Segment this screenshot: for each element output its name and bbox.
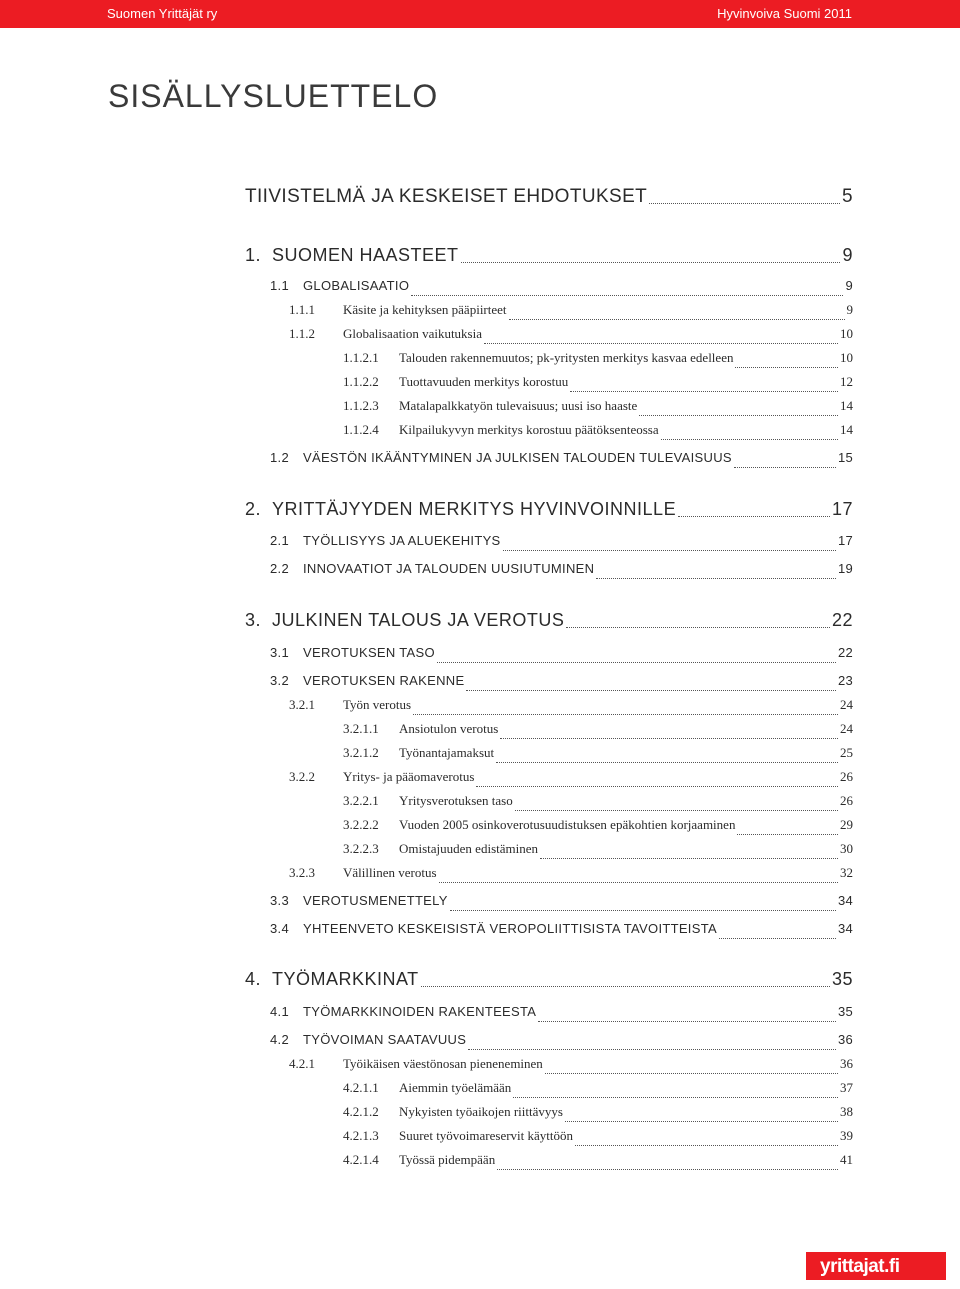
leader-dots	[437, 662, 836, 663]
leader-dots	[466, 690, 836, 691]
toc-entry-number: 3.2.2.3	[343, 841, 379, 856]
toc-entry-title: TYÖLLISYYS JA ALUEKEHITYS	[303, 533, 501, 548]
toc-entry-number: 3.2.1	[289, 697, 315, 712]
leader-dots	[484, 343, 838, 344]
toc-entry-title: Tuottavuuden merkitys korostuu	[399, 374, 569, 389]
toc-entry-number: 3.2.1.1	[343, 721, 379, 736]
toc-entry[interactable]	[270, 533, 853, 555]
toc-entry-title: Välillinen verotus	[343, 865, 437, 880]
toc-entry-title: SUOMEN HAASTEET	[272, 245, 459, 265]
toc-entry-title: YRITTÄJYYDEN MERKITYS HYVINVOINNILLE	[272, 499, 677, 519]
toc-entry-number: 4.2.1.2	[343, 1104, 379, 1119]
toc-entry-page: 39	[840, 1128, 853, 1143]
leader-dots	[545, 1073, 838, 1074]
logo-text-art	[806, 1252, 946, 1280]
toc-entry-page: 17	[837, 533, 853, 548]
toc-entry-page: 36	[837, 1032, 853, 1047]
toc-entry[interactable]	[245, 186, 853, 208]
toc-entry-page: 34	[837, 921, 853, 936]
toc-entry-number: 1.1	[270, 278, 289, 293]
leader-dots	[538, 1021, 836, 1022]
toc-entry[interactable]	[343, 721, 853, 743]
toc-entry[interactable]	[270, 645, 853, 667]
leader-dots	[476, 786, 838, 787]
toc-entry-page: 14	[840, 422, 853, 437]
toc-entry-page: 15	[837, 450, 853, 465]
toc-entry-number: 3.	[245, 610, 262, 630]
toc-entry-title: GLOBALISAATIO	[303, 278, 410, 293]
toc-entry[interactable]	[343, 1128, 853, 1150]
toc-entry-page: 22	[837, 645, 853, 660]
toc-entry-title: Vuoden 2005 osinkoverotusuudistuksen epäkohtien korjaaminen	[399, 817, 736, 832]
toc-entry-title: Työn verotus	[343, 697, 412, 712]
toc-entry-number: 2.2	[270, 561, 289, 576]
toc-entry-number: 1.2	[270, 450, 289, 465]
toc-entry-number: 1.1.2.4	[343, 422, 379, 437]
toc-entry-number: 4.2.1	[289, 1056, 315, 1071]
toc-entry[interactable]	[270, 450, 853, 472]
leader-dots	[461, 262, 841, 263]
toc-entry[interactable]	[289, 326, 853, 348]
toc-entry[interactable]	[343, 793, 853, 815]
toc-entry[interactable]	[343, 1104, 853, 1126]
toc-entry[interactable]	[245, 969, 853, 991]
toc-entry-page: 26	[840, 769, 853, 784]
toc-entry-page: 9	[845, 278, 853, 293]
toc-entry-number: 4.1	[270, 1004, 289, 1019]
toc-entry-page: 29	[840, 817, 853, 832]
leader-dots	[678, 516, 830, 517]
toc-entry-title: Työssä pidempään	[399, 1152, 496, 1167]
leader-dots	[661, 439, 838, 440]
toc-entry[interactable]	[289, 302, 853, 324]
toc-entry[interactable]	[289, 697, 853, 719]
toc-entry[interactable]	[270, 1004, 853, 1026]
toc-entry-number: 3.4	[270, 921, 289, 936]
toc-entry-title: TYÖMARKKINAT	[272, 969, 419, 989]
toc-entry-page: 36	[840, 1056, 853, 1071]
toc-entry-number: 1.1.2.3	[343, 398, 379, 413]
toc-entry-page: 10	[840, 326, 853, 341]
toc-entry-page: 32	[840, 865, 853, 880]
toc-entry[interactable]	[343, 1152, 853, 1174]
toc-entry-number: 3.2.3	[289, 865, 315, 880]
toc-entry[interactable]	[343, 817, 853, 839]
leader-dots	[421, 986, 830, 987]
toc-entry[interactable]	[270, 1032, 853, 1054]
toc-entry-number: 3.2.2.1	[343, 793, 379, 808]
toc-entry-number: 3.2.2.2	[343, 817, 379, 832]
leader-dots	[439, 882, 838, 883]
leader-dots	[575, 1145, 838, 1146]
leader-dots	[411, 295, 843, 296]
leader-dots	[540, 858, 838, 859]
toc-entry-title: Nykyisten työaikojen riittävyys	[399, 1104, 563, 1119]
toc-entry-title: TIIVISTELMÄ JA KESKEISET EHDOTUKSET	[245, 186, 648, 207]
toc-entry-title: YHTEENVETO KESKEISISTÄ VEROPOLIITTISISTA TAVOITTEISTA	[303, 921, 717, 936]
toc-entry-page: 19	[837, 561, 853, 576]
toc-entry-page: 9	[846, 302, 853, 317]
toc-entry-title: VEROTUKSEN RAKENNE	[303, 673, 465, 688]
toc-entry-number: 1.1.2.2	[343, 374, 379, 389]
toc-entry-title: VEROTUSMENETTELY	[303, 893, 448, 908]
toc-entry[interactable]	[343, 745, 853, 767]
leader-dots	[566, 627, 830, 628]
leader-dots	[468, 1049, 836, 1050]
toc-entry-title: TYÖMARKKINOIDEN RAKENTEESTA	[303, 1004, 537, 1019]
leader-dots	[596, 578, 836, 579]
leader-dots	[509, 319, 845, 320]
toc-entry-title: Aiemmin työelämään	[399, 1080, 512, 1095]
header-organization: Suomen Yrittäjät ry	[107, 6, 218, 21]
toc-entry-title: Kilpailukyvyn merkitys korostuu päätöksenteossa	[399, 422, 659, 437]
toc-entry-number: 4.	[245, 969, 262, 989]
leader-dots	[496, 762, 838, 763]
toc-entry[interactable]	[270, 561, 853, 583]
toc-entry-page: 9	[842, 245, 853, 265]
leader-dots	[570, 391, 838, 392]
toc-entry-page: 14	[840, 398, 853, 413]
leader-dots	[413, 714, 838, 715]
toc-entry-page: 17	[831, 499, 853, 519]
leader-dots	[649, 203, 840, 204]
toc-entry-title: Yritys- ja pääomaverotus	[343, 769, 475, 784]
toc-entry[interactable]	[245, 245, 853, 267]
toc-entry-title: INNOVAATIOT JA TALOUDEN UUSIUTUMINEN	[303, 561, 595, 576]
leader-dots	[503, 550, 836, 551]
toc-entry-page: 38	[840, 1104, 853, 1119]
toc-entry-page: 23	[837, 673, 853, 688]
toc-entry-page: 12	[840, 374, 853, 389]
toc-entry-number: 3.2.1.2	[343, 745, 379, 760]
toc-entry-number: 4.2.1.1	[343, 1080, 379, 1095]
toc-entry-title: Yritysverotuksen taso	[399, 793, 513, 808]
toc-entry[interactable]	[289, 865, 853, 887]
toc-entry[interactable]	[343, 422, 853, 444]
leader-dots	[515, 810, 838, 811]
toc-entry-number: 3.2.2	[289, 769, 315, 784]
leader-dots	[734, 467, 836, 468]
leader-dots	[497, 1169, 838, 1170]
toc-entry-page: 25	[840, 745, 853, 760]
toc-entry[interactable]	[270, 278, 853, 300]
toc-entry-title: TYÖVOIMAN SAATAVUUS	[303, 1032, 467, 1047]
toc-entry-number: 1.1.2	[289, 326, 315, 341]
toc-entry-page: 30	[840, 841, 853, 856]
toc-entry-page: 24	[840, 697, 853, 712]
toc-entry-title: Globalisaation vaikutuksia	[343, 326, 483, 341]
toc-entry-page: 41	[840, 1152, 853, 1167]
toc-entry-page: 37	[840, 1080, 853, 1095]
toc-entry-number: 4.2.1.4	[343, 1152, 379, 1167]
toc-entry-number: 3.1	[270, 645, 289, 660]
toc-entry-title: VEROTUKSEN TASO	[303, 645, 435, 660]
toc-entry[interactable]	[343, 841, 853, 863]
leader-dots	[719, 938, 836, 939]
toc-entry[interactable]	[343, 1080, 853, 1102]
toc-entry-page: 24	[840, 721, 853, 736]
toc-entry-page: 10	[840, 350, 853, 365]
toc-entry-number: 3.2	[270, 673, 289, 688]
toc-entry-title: Matalapalkkatyön tulevaisuus; uusi iso haaste	[399, 398, 638, 413]
toc-entry-title: Talouden rakennemuutos; pk-yritysten merkitys kasvaa edelleen	[399, 350, 734, 365]
toc-entry-number: 3.3	[270, 893, 289, 908]
toc-entry-page: 22	[831, 610, 853, 630]
yrittajat-logo	[806, 1252, 946, 1280]
toc-entry-title: Työnantajamaksut	[399, 745, 495, 760]
toc-entry-title: Työikäisen väestönosan pieneneminen	[343, 1056, 543, 1071]
leader-dots	[735, 367, 838, 368]
leader-dots	[639, 415, 838, 416]
toc-entry-number: 2.	[245, 499, 262, 519]
toc-entry-page: 35	[837, 1004, 853, 1019]
toc-entry-number: 4.2.1.3	[343, 1128, 379, 1143]
toc-entry-number: 1.1.1	[289, 302, 315, 317]
toc-entry[interactable]	[289, 769, 853, 791]
toc-entry[interactable]	[270, 921, 853, 943]
toc-entry[interactable]	[270, 893, 853, 915]
toc-entry-title: Ansiotulon verotus	[399, 721, 499, 736]
leader-dots	[565, 1121, 838, 1122]
leader-dots	[500, 738, 838, 739]
leader-dots	[513, 1097, 838, 1098]
toc-entry-title: JULKINEN TALOUS JA VEROTUS	[272, 610, 565, 630]
toc-entry[interactable]	[343, 398, 853, 420]
toc-entry-page: 35	[831, 969, 853, 989]
toc-entry[interactable]	[343, 350, 853, 372]
toc-entry-title: Käsite ja kehityksen pääpiirteet	[343, 302, 507, 317]
toc-entry-number: 1.1.2.1	[343, 350, 379, 365]
toc-entry-page: 26	[840, 793, 853, 808]
toc-entry[interactable]	[343, 374, 853, 396]
toc-entry-page: 34	[837, 893, 853, 908]
page-title: SISÄLLYSLUETTELO	[108, 78, 439, 114]
toc-entry-title: Omistajuuden edistäminen	[399, 841, 539, 856]
header-publication: Hyvinvoiva Suomi 2011	[717, 6, 852, 21]
toc-entry-number: 2.1	[270, 533, 289, 548]
toc-entry-number: 4.2	[270, 1032, 289, 1047]
svg-text:yrittajat.fi: yrittajat.fi	[820, 1256, 900, 1277]
toc-entry-page: 5	[842, 186, 853, 207]
toc-entry[interactable]	[270, 673, 853, 695]
toc-entry[interactable]	[245, 610, 853, 632]
toc-entry-title: VÄESTÖN IKÄÄNTYMINEN JA JULKISEN TALOUDEN TULEVAISUUS	[303, 450, 732, 465]
toc-entry[interactable]	[289, 1056, 853, 1078]
leader-dots	[737, 834, 838, 835]
toc-entry-title: Suuret työvoimareservit käyttöön	[399, 1128, 574, 1143]
leader-dots	[450, 910, 836, 911]
toc-entry[interactable]	[245, 499, 853, 521]
toc-entry-number: 1.	[245, 245, 262, 265]
